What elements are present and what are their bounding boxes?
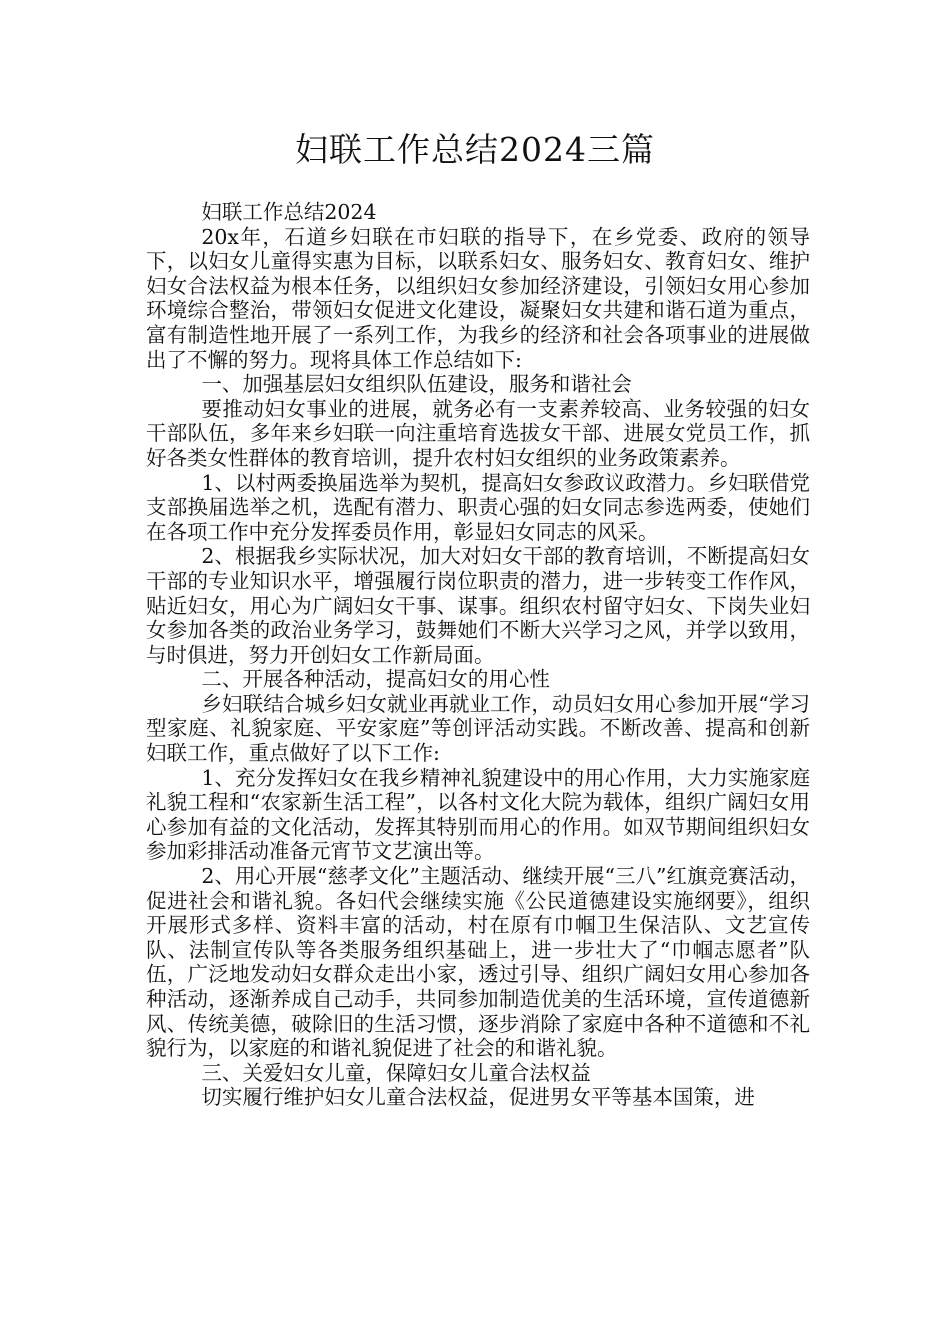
section-heading-1: 一、加强基层妇女组织队伍建设，服务和谐社会 (201, 372, 632, 397)
body-paragraph: 2、根据我乡实际状况，加大对妇女干部的教育培训，不断提高妇女干部的专业知识水平，增强履行岗位职责的潜力，进一步转变工作作风，贴近妇女，用心为广阔妇女干事、谋事。组织农村留守妇女、下岗失业妇女参加各类的政治业务学习，鼓舞她们不断大兴学习之风，并学以致用，与时俱进，努力开创妇女工作新局面。 (146, 544, 810, 667)
section-heading-3: 三、关爱妇女儿童，保障妇女儿童合法权益 (201, 1060, 591, 1085)
body-paragraph: 切实履行维护妇女儿童合法权益，促进男女平等基本国策，进 (201, 1085, 755, 1110)
intro-paragraph: 20x年，石道乡妇联在市妇联的指导下，在乡党委、政府的领导下，以妇女儿童得实惠为目标，以联系妇女、服务妇女、教育妇女、维护妇女合法权益为根本任务，以组织妇女参加经济建设，引领妇女用心参加环境综合整治，带领妇女促进文化建设，凝聚妇女共建和谐石道为重点，富有制造性地开展了一系列工作，为我乡的经济和社会各项事业的进展做出了不懈的努力。现将具体工作总结如下: (146, 224, 810, 372)
body-paragraph: 2、用心开展“慈孝文化”主题活动、继续开展“三八”红旗竞赛活动，促进社会和谐礼貌。各妇代会继续实施《公民道德建设实施纲要》，组织开展形式多样、资料丰富的活动，村在原有巾帼卫生保洁队、文艺宣传队、法制宣传队等各类服务组织基础上，进一步壮大了“巾帼志愿者”队伍，广泛地发动妇女群众走出小家，透过引导、组织广阔妇女用心参加各种活动，逐渐养成自己动手，共同参加制造优美的生活环境，宣传道德新风、传统美德，破除旧的生活习惯，逐步消除了家庭中各种不道德和不礼貌行为，以家庭的和谐礼貌促进了社会的和谐礼貌。 (146, 864, 810, 1061)
body-paragraph: 1、以村两委换届选举为契机，提高妇女参政议政潜力。乡妇联借党支部换届选举之机，选配有潜力、职责心强的妇女同志参选两委，使她们在各项工作中充分发挥委员作用，彰显妇女同志的风采。 (146, 470, 810, 544)
document-title: 妇联工作总结2024三篇 (295, 130, 655, 169)
section-subtitle: 妇联工作总结2024 (201, 200, 377, 224)
document-body (146, 200, 810, 1110)
section-heading-2: 二、开展各种活动，提高妇女的用心性 (201, 667, 550, 692)
body-paragraph: 要推动妇女事业的进展，就务必有一支素养较高、业务较强的妇女干部队伍，多年来乡妇联一向注重培育选拔女干部、进展女党员工作，抓好各类女性群体的教育培训，提升农村妇女组织的业务政策素养。 (146, 396, 810, 470)
body-paragraph: 1、充分发挥妇女在我乡精神礼貌建设中的用心作用，大力实施家庭礼貌工程和“农家新生活工程”，以各村文化大院为载体，组织广阔妇女用心参加有益的文化活动，发挥其特别而用心的作用。如双节期间组织妇女参加彩排活动准备元宵节文艺演出等。 (146, 765, 810, 864)
body-paragraph: 乡妇联结合城乡妇女就业再就业工作，动员妇女用心参加开展“学习型家庭、礼貌家庭、平安家庭”等创评活动实践。不断改善、提高和创新妇联工作，重点做好了以下工作: (146, 691, 810, 766)
